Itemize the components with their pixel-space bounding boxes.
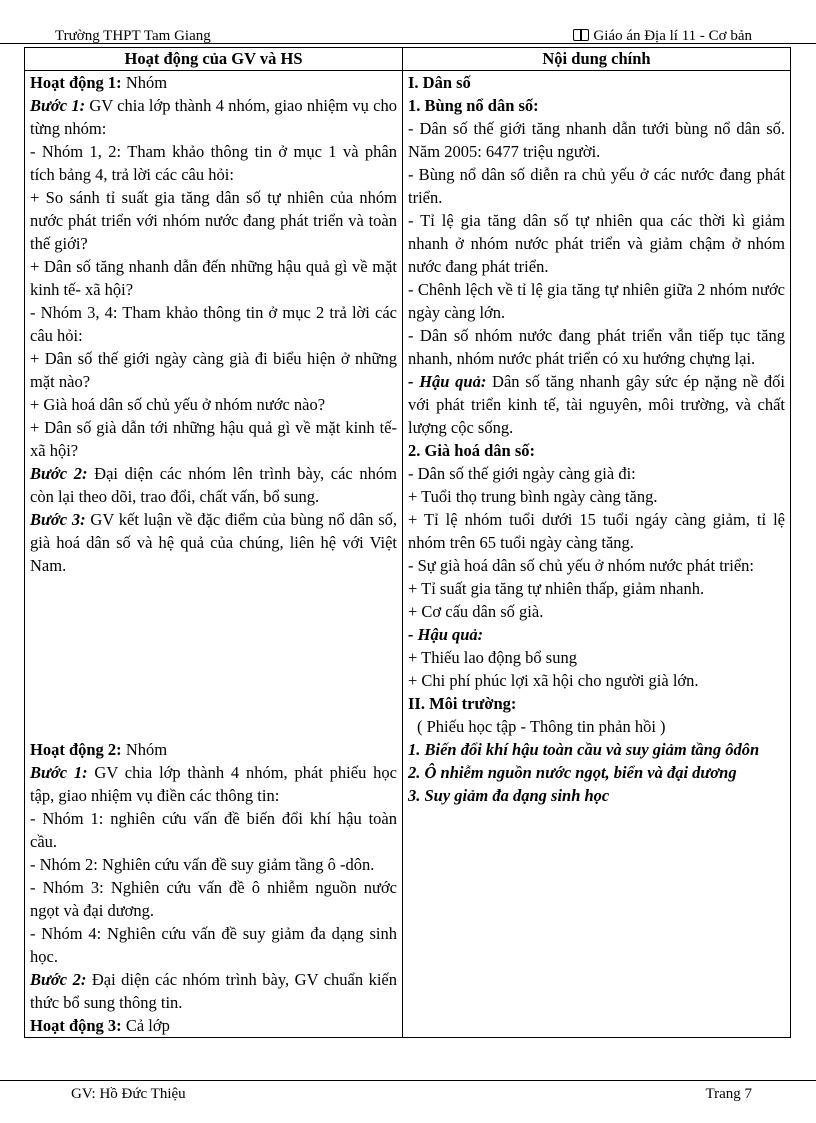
subsection-heading: 2. Già hoá dân số:	[408, 441, 535, 460]
worksheet-note: ( Phiếu học tập - Thông tin phản hồi )	[417, 717, 666, 736]
list-item: + Dân số già dẫn tới những hậu quả gì về mặt kinh tế- xã hội?	[30, 418, 397, 460]
list-item: - Tỉ lệ gia tăng dân số tự nhiên qua các thời kì giảm nhanh ở nhóm nước phát triển và giảm chậm ở nhóm nước đang phát triển.	[408, 211, 785, 276]
list-item: + Dân số tăng nhanh dẫn đến những hậu quả gì về mặt kinh tế- xã hội?	[30, 257, 397, 299]
list-item: - Nhóm 4: Nghiên cứu vấn đề suy giảm đa dạng sinh học.	[30, 924, 397, 966]
list-item: + Cơ cấu dân số già.	[408, 602, 544, 621]
list-item: - Nhóm 3, 4: Tham khảo thông tin ở mục 2 trả lời các câu hỏi:	[30, 303, 397, 345]
school-name: Trường THPT Tam Giang	[55, 28, 211, 44]
col-header-content: Nội dung chính	[403, 48, 791, 71]
environment-item: 3. Suy giảm đa dạng sinh học	[408, 786, 610, 805]
list-item: - Dân số nhóm nước đang phát triển vẫn tiếp tục tăng nhanh, nhóm nước phát triển có xu hướng chựng lại.	[408, 326, 785, 368]
list-item: + Tỉ lệ nhóm tuổi dưới 15 tuổi ngáy càng giảm, tỉ lệ nhóm trên 65 tuổi ngày càng tăng.	[408, 510, 785, 552]
list-item: + Chi phí phúc lợi xã hội cho người già lớn.	[408, 671, 699, 690]
header-rule	[0, 43, 816, 44]
footer-rule	[0, 1080, 816, 1081]
table-header-row	[25, 48, 791, 71]
table-body-row	[25, 71, 791, 1038]
list-item: + Thiếu lao động bổ sung	[408, 648, 577, 667]
section-heading: II. Môi trường:	[408, 694, 517, 713]
list-item: + Tỉ suất gia tăng tự nhiên thấp, giảm nhanh.	[408, 579, 705, 598]
list-item: - Nhóm 1, 2: Tham khảo thông tin ở mục 1 và phân tích bảng 4, trả lời các câu hỏi:	[30, 142, 397, 184]
teacher-name: GV: Hồ Đức Thiệu	[71, 1086, 186, 1102]
section-heading: I. Dân số	[408, 73, 471, 92]
lesson-table	[24, 47, 791, 1038]
list-item: - Nhóm 3: Nghiên cứu vấn đề ô nhiễm nguồn nước ngọt và đại dương.	[30, 878, 397, 920]
list-item: - Chênh lệch về tỉ lệ gia tăng tự nhiên giữa 2 nhóm nước ngày càng lớn.	[408, 280, 785, 322]
list-item: - Nhóm 1: nghiên cứu vấn đề biến đổi khí hậu toàn cầu.	[30, 809, 397, 851]
activity-2-step-1: Bước 1: GV chia lớp thành 4 nhóm, phát phiếu học tập, giao nhiệm vụ điền các thông tin:	[30, 763, 397, 805]
col-header-activities: Hoạt động của GV và HS	[25, 48, 403, 71]
content-cell	[403, 71, 791, 1038]
list-item: + Dân số thế giới ngày càng già đi biểu hiện ở những mặt nào?	[30, 349, 397, 391]
activity-1-heading: Hoạt động 1: Nhóm	[30, 73, 168, 92]
list-item: - Nhóm 2: Nghiên cứu vấn đề suy giảm tầng ô -dôn.	[30, 855, 375, 874]
consequence-1: - Hậu quả: Dân số tăng nhanh gây sức ép nặng nề đối với phát triển kinh tế, tài nguyên, môi trường, và chất lượng cộc sống.	[408, 372, 785, 437]
environment-item: 1. Biến đổi khí hậu toàn cầu và suy giảm tầng ôdôn	[408, 740, 760, 759]
book-icon	[573, 29, 589, 41]
activity-1-step-2: Bước 2: Đại diện các nhóm lên trình bày, các nhóm còn lại theo dõi, trao đổi, chất vấn, bổ sung.	[30, 464, 397, 506]
activity-1-step-3: Bước 3: GV kết luận về đặc điểm của bùng nổ dân số, già hoá dân số và hệ quả của chúng, liên hệ với Việt Nam.	[30, 510, 397, 575]
list-item: + Già hoá dân số chủ yếu ở nhóm nước nào?	[30, 395, 326, 414]
activity-1-step-1: Bước 1: GV chia lớp thành 4 nhóm, giao nhiệm vụ cho từng nhóm:	[30, 96, 397, 138]
list-item: - Sự già hoá dân số chủ yếu ở nhóm nước phát triển:	[408, 556, 755, 575]
activity-2-step-2: Bước 2: Đại diện các nhóm trình bày, GV chuẩn kiến thức bổ sung thông tin.	[30, 970, 397, 1012]
list-item: - Dân số thế giới ngày càng già đi:	[408, 464, 636, 483]
subsection-heading: 1. Bùng nổ dân số:	[408, 96, 539, 115]
document-title-text: Giáo án Địa lí 11 - Cơ bản	[593, 28, 752, 44]
activity-2-heading: Hoạt động 2: Nhóm	[30, 740, 168, 759]
page-number: Trang 7	[705, 1086, 752, 1102]
environment-item: 2. Ô nhiễm nguồn nước ngọt, biển và đại dương	[408, 763, 737, 782]
list-item: - Dân số thế giới tăng nhanh dẫn tưới bùng nổ dân số. Năm 2005: 6477 triệu người.	[408, 119, 785, 161]
list-item: + So sánh tỉ suất gia tăng dân số tự nhiên của nhóm nước phát triển với nhóm nước đang phát triển và toàn thế giới?	[30, 188, 397, 253]
list-item: - Bùng nổ dân số diễn ra chủ yếu ở các nước đang phát triển.	[408, 165, 785, 207]
list-item: + Tuổi thọ trung bình ngày càng tăng.	[408, 487, 658, 506]
activities-cell	[25, 71, 403, 1038]
activity-3-heading: Hoạt động 3: Cả lớp	[30, 1016, 170, 1035]
consequence-2-label: - Hậu quả:	[408, 625, 484, 644]
